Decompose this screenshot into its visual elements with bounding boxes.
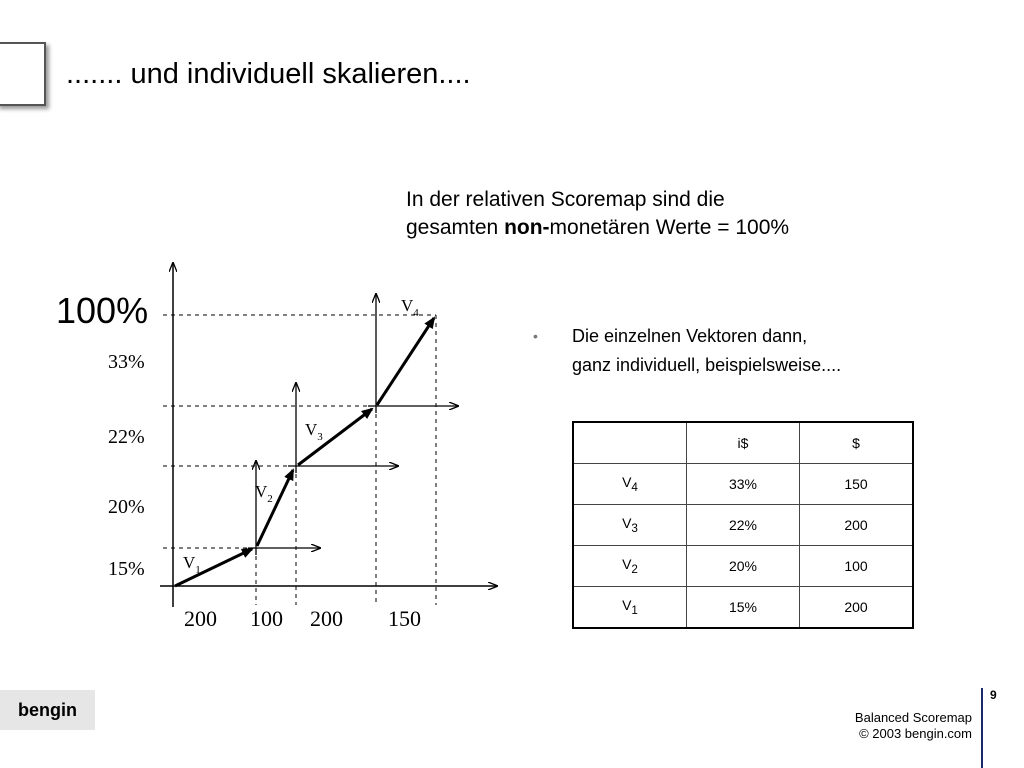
table-header-cell: i$ [687,422,800,464]
footer-line-1: Balanced Scoremap [854,710,972,725]
table-cell-pct: 33% [687,464,800,505]
footer-line-2: © 2003 bengin.com [859,726,972,741]
bullet-line-1: Die einzelnen Vektoren dann, [572,326,808,346]
x-label-3: 200 [310,606,343,631]
table-header-row [573,422,913,464]
table-cell-pct: 20% [687,546,800,587]
slide-title: ....... und individuell skalieren.... [66,58,471,90]
y-labels [108,351,145,580]
x-labels [184,606,421,631]
vector-label-2: $V_2$ [255,482,273,505]
vector-labels [183,296,419,576]
table-cell-val: 150 [800,464,914,505]
bengin-logo: bengin [0,690,95,730]
table-cell-pct: 15% [687,587,800,629]
intro-line-2-bold: non- [504,216,550,239]
vector-label-3: $V_3$ [305,420,323,443]
x-label-4: 150 [388,606,421,631]
page-number: 9 [990,688,997,702]
table-header-cell [573,422,687,464]
table-cell-vector: $V_2$ [573,546,687,587]
vector-label-1: $V_1$ [183,553,201,576]
y-label-22: 22% [108,426,145,448]
table-cell-val: 200 [800,587,914,629]
total-label: 100% [56,290,149,331]
x-label-2: 100 [250,606,283,631]
table-cell-vector: $V_4$ [573,464,687,505]
table-row [573,464,913,505]
intro-line-2-pre: gesamten [406,216,505,239]
vectors [175,318,434,586]
bullet-dot-icon: • [533,328,538,344]
intro-line-2-post: monetären Werte = 100% [549,216,790,239]
table-row [573,546,913,587]
table-header-cell: $ [800,422,914,464]
x-label-1: 200 [184,606,217,631]
table-cell-vector: $V_1$ [573,587,687,629]
table-row [573,587,913,629]
vector-table [572,421,914,629]
vector-4 [377,318,434,405]
footer-divider [981,688,983,768]
bullet-line-2: ganz individuell, beispielsweise.... [572,355,842,375]
table-cell-val: 100 [800,546,914,587]
intro-line-1: In der relativen Scoremap sind die [406,188,725,211]
y-label-15: 15% [108,558,145,580]
table-cell-pct: 22% [687,505,800,546]
table-cell-val: 200 [800,505,914,546]
table-row [573,505,913,546]
table-cell-vector: $V_3$ [573,505,687,546]
horizontal-guides [163,315,436,548]
y-label-20: 20% [108,496,145,518]
footer-text [855,710,972,742]
y-label-33: 33% [108,351,145,373]
vector-label-4: $V_4$ [401,296,419,319]
